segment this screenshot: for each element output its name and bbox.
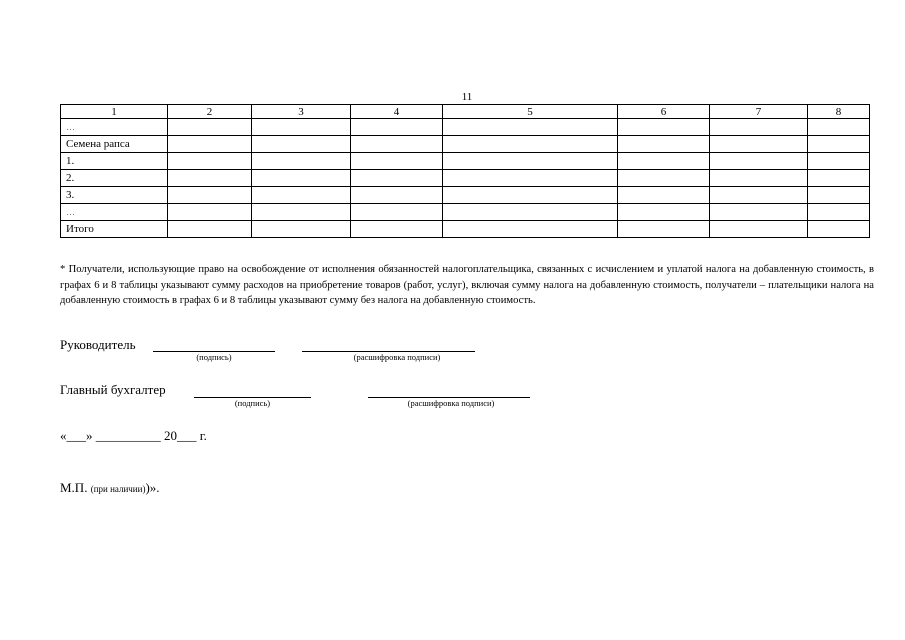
table-cell: 1. [61,153,168,170]
table-cell [252,136,351,153]
table-cell [168,136,252,153]
table-cell: 2. [61,170,168,187]
report-table [60,104,870,238]
table-cell: Семена рапса [61,136,168,153]
accountant-label: Главный бухгалтер [60,382,166,397]
table-cell: Итого [61,221,168,238]
table-cell [443,170,618,187]
table-cell [168,204,252,221]
table-cell: 3. [61,187,168,204]
table-row [61,119,870,136]
table-cell [618,204,710,221]
column-header: 7 [710,105,808,119]
director-label: Руководитель [60,337,136,352]
table-cell [351,204,443,221]
stamp-note: (при наличии) [90,484,146,494]
table-cell [618,187,710,204]
table-cell [252,153,351,170]
table-cell [252,119,351,136]
table-cell [618,153,710,170]
table-cell [252,187,351,204]
column-header: 3 [252,105,351,119]
table-row [61,187,870,204]
table-cell [168,119,252,136]
stamp-closing: )». [145,480,160,495]
table-cell [808,170,870,187]
table-cell [168,221,252,238]
footnote: * Получатели, использующие право на освобождение от исполнения обязанностей налогоплательщика, связанных с исчислением и уплатой налога на добавленную стоимость, в графах 6 и 8 таблицы указывают сумму расходов на приобретение товаров (работ, услуг), включая сумму налога на добавленную стоимость, получатели – плательщики налога на добавленную стоимость в графах 6 и 8 таблицы указывают сумму без налога на добавленную стоимость. [60,264,874,306]
table-cell [808,136,870,153]
table-cell [443,136,618,153]
table-header-row [61,105,870,119]
table-cell [351,187,443,204]
director-transcript-caption: (расшифровка подписи) [353,352,441,362]
table-cell [710,170,808,187]
table-cell [168,187,252,204]
date-line: «___» __________ 20___ г. [60,428,207,443]
column-header: 6 [618,105,710,119]
table-cell [351,170,443,187]
table-cell [168,153,252,170]
table-row [61,136,870,153]
table-cell [351,221,443,238]
director-signature-caption: (подпись) [196,352,232,362]
column-header: 5 [443,105,618,119]
page-number: 11 [461,91,473,103]
table-cell [443,204,618,221]
table-cell: … [61,119,168,136]
table-cell [252,170,351,187]
table-cell [808,204,870,221]
column-header: 4 [351,105,443,119]
table-cell [252,204,351,221]
table-cell [618,119,710,136]
table-cell [808,187,870,204]
table-cell [618,170,710,187]
table-row [61,170,870,187]
accountant-transcript-caption: (расшифровка подписи) [407,398,495,408]
table-cell [710,136,808,153]
table-cell [710,204,808,221]
table-cell [808,221,870,238]
stamp-label: М.П. [60,480,88,495]
table-cell [710,153,808,170]
table-cell [710,187,808,204]
table-row [61,204,870,221]
table-cell [808,119,870,136]
stamp-line [60,480,160,496]
table-cell [710,221,808,238]
table-row [61,153,870,170]
table-cell [618,221,710,238]
table-cell [710,119,808,136]
column-header: 8 [808,105,870,119]
table-cell [168,170,252,187]
accountant-signature-caption: (подпись) [234,398,271,408]
table-cell [252,221,351,238]
table-cell [443,187,618,204]
table-cell [443,119,618,136]
table-cell [618,136,710,153]
column-header: 2 [168,105,252,119]
table-cell [351,136,443,153]
table-cell [351,119,443,136]
table-cell: … [61,204,168,221]
table-cell [351,153,443,170]
table-cell [808,153,870,170]
column-header: 1 [61,105,168,119]
table-total-row [61,221,870,238]
table-cell [443,153,618,170]
table-cell [443,221,618,238]
